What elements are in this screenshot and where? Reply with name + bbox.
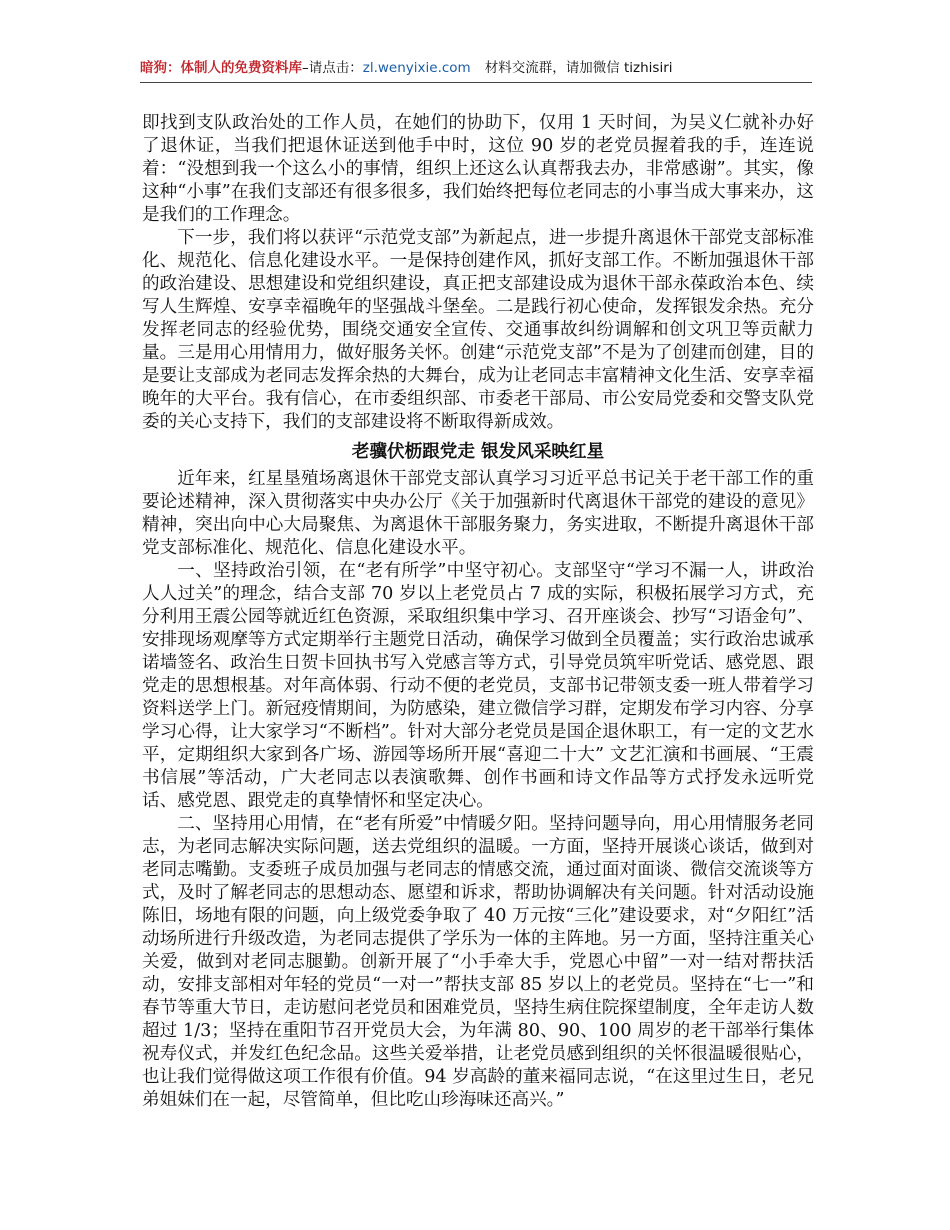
header-contact: 材料交流群，请加微信 tizhisiri: [484, 60, 673, 76]
paragraph-2: 下一步，我们将以获评“示范党支部”为新起点，进一步提升离退休干部党支部标准化、规范化、信息化建设水平。一是保持创建作风，抓好支部工作。不断加强退休干部的政治建设、思想建设和党组织建设，真正把支部建设成为退休干部永葆政治本色、续写人生辉煌、安享幸福晚年的坚强战斗堡垒。二是践行初心使命，发挥银发余热。充分发挥老同志的经验优势，围绕交通安全宣传、交通事故纠纷调解和创文巩卫等贡献力量。三是用心用情用力，做好服务关怀。创建“示范党支部”不是为了创建而创建，目的是要让支部成为老同志发挥余热的大舞台，成为让老同志丰富精神文化生活、安享幸福晚年的大平台。我有信心，在市委组织部、市委老干部局、市公安局党委和交警支队党委的关心支持下，我们的支部建设将不断取得新成效。: [142, 228, 814, 432]
document-body: [142, 112, 814, 1112]
paragraph-5: 二、坚持用心用情，在“老有所爱”中情暖夕阳。坚持问题导向，用心用情服务老同志，为老同志解决实际问题，送去党组织的温暖。一方面，坚持开展谈心谈话，做到对老同志嘴勤。支委班子成员加强与老同志的情感交流，通过面对面谈、微信交流谈等方式，及时了解老同志的思想动态、愿望和诉求，帮助协调解决有关问题。针对活动设施陈旧，场地有限的问题，向上级党委争取了 40 万元按“三化”建设要求，对“夕阳红”活动场所进行升级改造，为老同志提供了学乐为一体的主阵地。另一方面，坚持注重关心关爱，做到对老同志腿勤。创新开展了“小手牵大手，党恩心中留”一对一结对帮扶活动，安排支部相对年轻的党员“一对一”帮扶支部 85 岁以上的老党员。坚持在“七一”和春节等重大节日，走访慰问老党员和困难党员，坚持生病住院探望制度，全年走访人数超过 1/3；坚持在重阳节召开党员大会，为年满 80、90、100 周岁的老干部举行集体祝寿仪式，并发红色纪念品。这些关爱举措，让老党员感到组织的关怀很温暖很贴心，也让我们觉得做这项工作很有价值。94 岁高龄的董来福同志说，“在这里过生日，老兄弟姐妹们在一起，尽管简单，但比吃山珍海味还高兴。”: [142, 814, 814, 1110]
section-title: 老骥伏枥跟党走 银发风采映红星: [351, 441, 605, 462]
paragraph-3: 近年来，红星垦殖场离退休干部党支部认真学习习近平总书记关于老干部工作的重要论述精神，深入贯彻落实中央办公厅《关于加强新时代离退休干部党的建设的意见》精神，突出向中心大局聚焦、为离退休干部服务聚力，务实进取，不断提升离退休干部党支部标准化、规范化、信息化建设水平。: [142, 469, 814, 558]
page-header: [140, 58, 812, 83]
header-url-link[interactable]: zl.wenyixie.com: [362, 60, 471, 76]
paragraph-4: 一、坚持政治引领，在“老有所学”中坚守初心。支部坚守“学习不漏一人，讲政治人人过关”的理念，结合支部 70 岁以上老党员占 7 成的实际，积极拓展学习方式，充分利用王震公园等就近红色资源，采取组织集中学习、召开座谈会、抄写“习语金句”、安排现场观摩等方式定期举行主题党日活动，确保学习做到全员覆盖；实行政治忠诚承诺墙签名、政治生日贺卡回执书写入党感言等方式，引导党员筑牢听党话、感党恩、跟党走的思想根基。对年高体弱、行动不便的老党员，支部书记带领支委一班人带着学习资料送学上门。新冠疫情期间，为防感染，建立微信学习群，定期发布学习内容、分享学习心得，让大家学习“不断档”。针对大部分老党员是国企退休职工，有一定的文艺水平，定期组织大家到各广场、游园等场所开展“喜迎二十大” 文艺汇演和书画展、“王震书信展”等活动，广大老同志以表演歌舞、创作书画和诗文作品等方式抒发永远听党话、感党恩、跟党走的真挚情怀和坚定决心。: [142, 561, 814, 811]
header-prompt: –请点击：: [302, 60, 363, 76]
paragraph-1: 即找到支队政治处的工作人员，在她们的协助下，仅用 1 天时间，为吴义仁就补办好了退休证，当我们把退休证送到他手中时，这位 90 岁的老党员握着我的手，连连说着：“没想到我一个这么小的事情，组织上还这么认真帮我去办，非常感谢”。其实，像这种“小事”在我们支部还有很多很多，我们始终把每位老同志的小事当成大事来办，这是我们的工作理念。: [142, 113, 814, 225]
header-brand: 暗狗：体制人的免费资料库: [140, 60, 302, 76]
